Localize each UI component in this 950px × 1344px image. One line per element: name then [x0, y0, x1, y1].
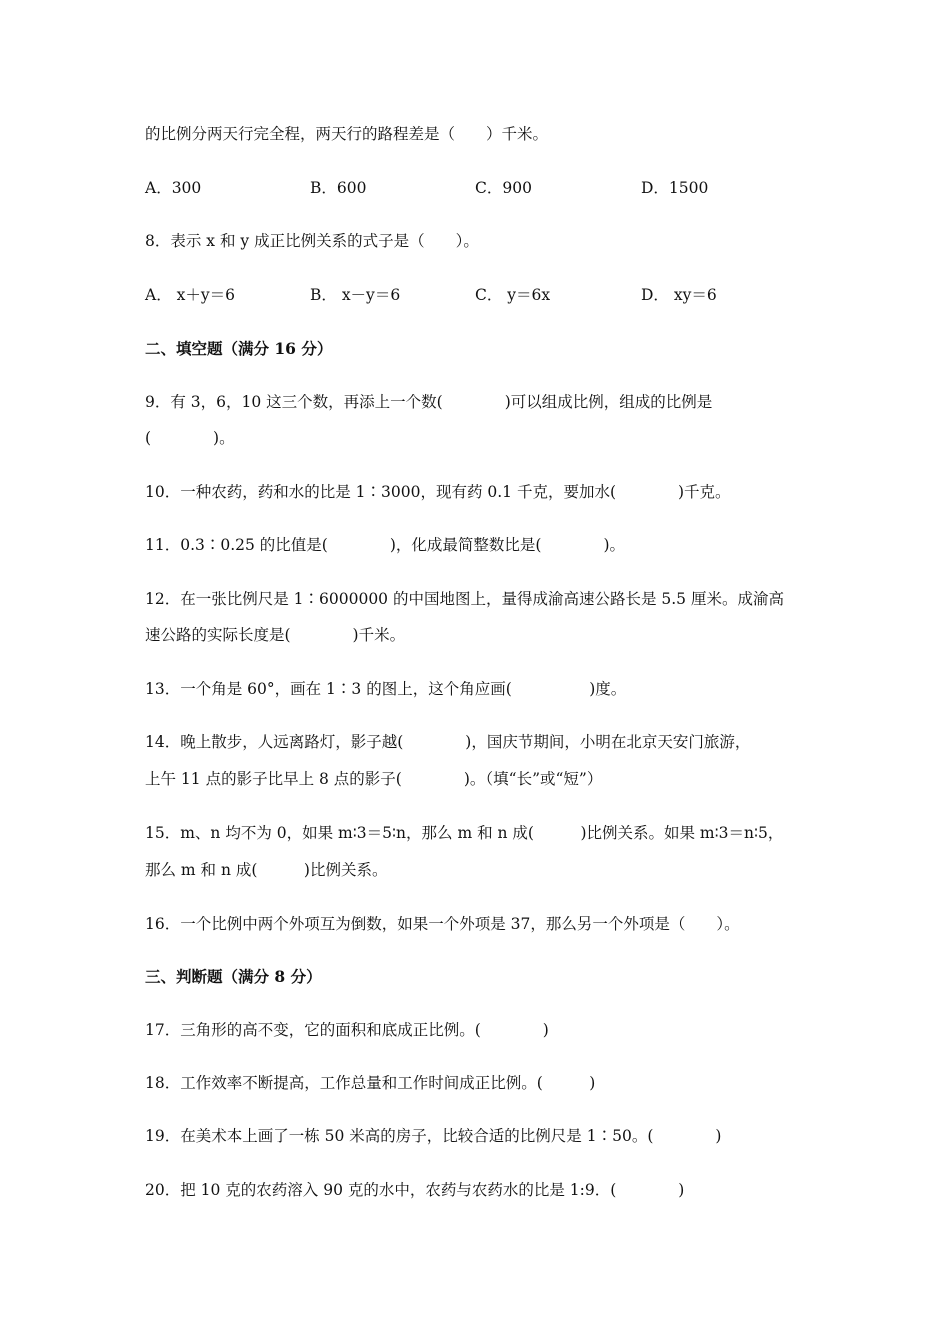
question-20: 20．把 10 克的农药溶入 90 克的水中，农药与农药水的比是 1:9．( )	[145, 1181, 685, 1199]
question-9-line1: 9．有 3，6，10 这三个数，再添上一个数( )可以组成比例，组成的比例是	[145, 393, 713, 411]
q7-option-b: B．600	[310, 179, 367, 197]
question-12-line2: 速公路的实际长度是( )千米。	[145, 626, 406, 644]
q7-option-d: D．1500	[641, 179, 709, 197]
question-14-line2: 上午 11 点的影子比早上 8 点的影子( )。（填“长”或“短”）	[145, 770, 603, 788]
question-16: 16．一个比例中两个外项互为倒数，如果一个外项是 37，那么另一个外项是（ ）。	[145, 915, 740, 933]
q7-option-c: C．900	[475, 179, 532, 197]
question-15-line1: 15．m、n 均不为 0，如果 m∶3＝5∶n，那么 m 和 n 成( )比例关系。如果 m∶3＝n∶5，	[145, 824, 784, 842]
question-11: 11．0.3∶0.25 的比值是( )，化成最简整数比是( )。	[145, 536, 626, 554]
question-18: 18．工作效率不断提高，工作总量和工作时间成正比例。( )	[145, 1074, 596, 1092]
q7-option-a: A．300	[145, 179, 202, 197]
q8-option-b: B． x－y＝6	[310, 286, 401, 304]
question-9-line2: ( )。	[145, 429, 235, 447]
question-13: 13．一个角是 60°，画在 1∶3 的图上，这个角应画( )度。	[145, 680, 627, 698]
question-8-stem: 8．表示 x 和 y 成正比例关系的式子是（ ）。	[145, 232, 479, 250]
question-15-line2: 那么 m 和 n 成( )比例关系。	[145, 861, 388, 879]
section-3-title: 三、判断题（满分 8 分）	[145, 967, 322, 986]
section-2-title: 二、填空题（满分 16 分）	[145, 339, 333, 358]
question-17: 17．三角形的高不变，它的面积和底成正比例。( )	[145, 1021, 549, 1039]
question-19: 19．在美术本上画了一栋 50 米高的房子，比较合适的比例尺是 1∶50。( )	[145, 1127, 722, 1145]
q8-option-a: A． x＋y＝6	[145, 286, 235, 304]
question-7-continuation: 的比例分两天行完全程，两天行的路程差是（ ）千米。	[145, 125, 549, 143]
q8-option-c: C． y＝6x	[475, 286, 551, 304]
question-12-line1: 12．在一张比例尺是 1∶6000000 的中国地图上，量得成渝高速公路长是 5.5 厘米。成渝高	[145, 590, 784, 608]
q8-option-d: D． xy＝6	[641, 286, 717, 304]
question-10: 10．一种农药，药和水的比是 1∶3000，现有药 0.1 千克，要加水( )千克。	[145, 483, 731, 501]
question-14-line1: 14．晚上散步，人远离路灯，影子越( )，国庆节期间，小明在北京天安门旅游，	[145, 733, 751, 751]
